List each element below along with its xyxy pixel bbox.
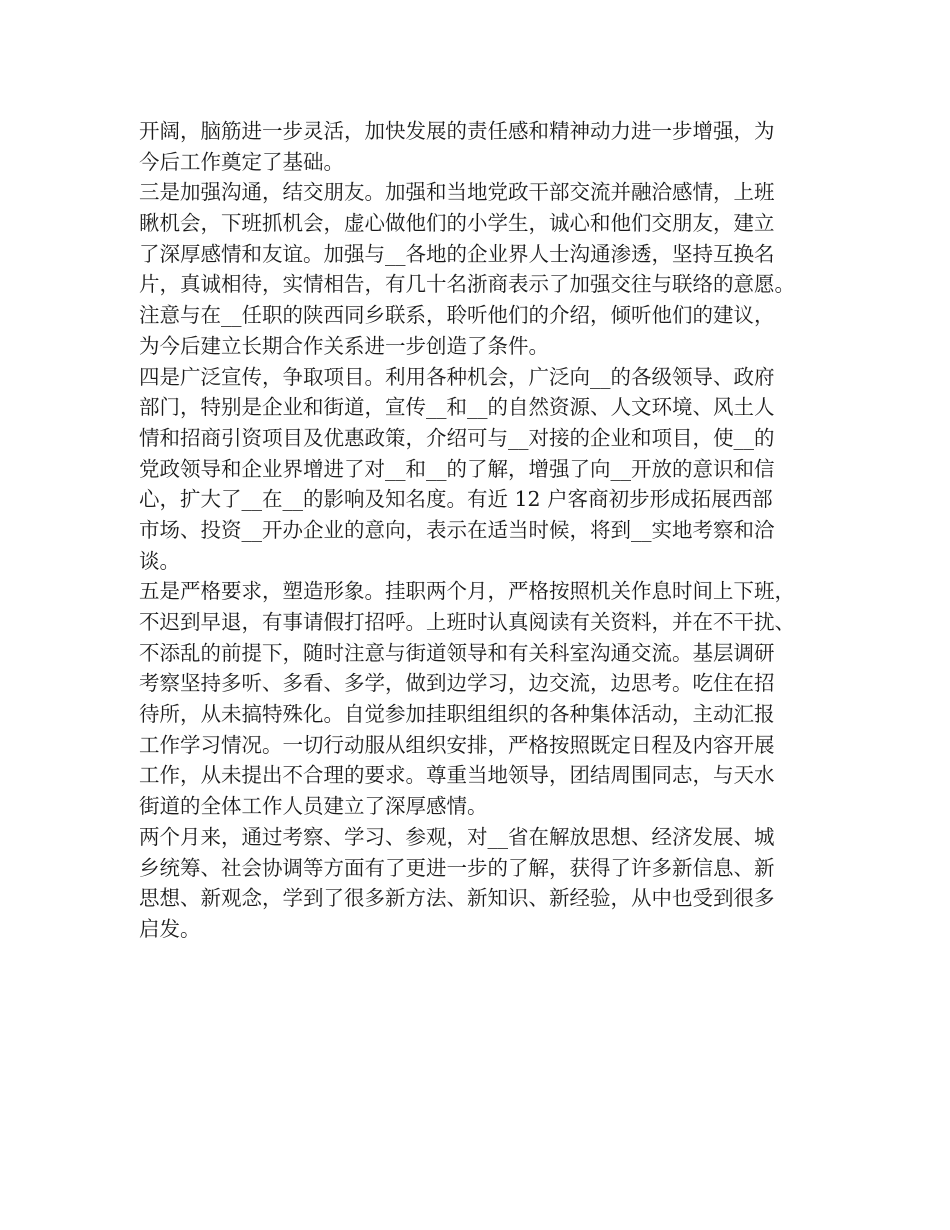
text-line: 工作，从未提出不合理的要求。尊重当地领导，团结周围同志，与天水 [139, 763, 775, 788]
text-line: 部门，特别是企业和街道，宣传__和__的自然资源、人文环境、风土人 [139, 395, 775, 420]
text-line: 为今后建立长期合作关系进一步创造了条件。 [139, 333, 549, 358]
text-line: 开阔，脑筋进一步灵活，加快发展的责任感和精神动力进一步增强，为 [139, 119, 775, 143]
text-line: 瞅机会，下班抓机会，虚心做他们的小学生，诚心和他们交朋友，建立 [139, 211, 775, 236]
text-line: 市场、投资__开办企业的意向，表示在适当时候，将到__实地考察和洽 [139, 517, 775, 542]
text-line: 谈。 [139, 548, 180, 573]
document-body [139, 116, 829, 945]
text-line: 三是加强沟通，结交朋友。加强和当地党政干部交流并融洽感情，上班 [139, 180, 775, 205]
text-line: 注意与在__任职的陕西同乡联系，聆听他们的介绍，倾听他们的建议， [139, 303, 775, 328]
text-line: 思想、新观念，学到了很多新方法、新知识、新经验，从中也受到很多 [139, 886, 775, 911]
text-line: 四是广泛宣传，争取项目。利用各种机会，广泛向__的各级领导、政府 [139, 364, 775, 389]
text-line: 情和招商引资项目及优惠政策，介绍可与__对接的企业和项目，使__的 [139, 425, 775, 450]
text-line: 街道的全体工作人员建立了深厚感情。 [139, 794, 488, 819]
text-line: 心，扩大了__在__的影响及知名度。有近 12 户客商初步形成拓展西部 [139, 487, 773, 512]
text-line: 不迟到早退，有事请假打招呼。上班时认真阅读有关资料，并在不干扰、 [139, 610, 795, 634]
text-line: 五是严格要求，塑造形象。挂职两个月，严格按照机关作息时间上下班， [139, 579, 795, 604]
text-line: 启发。 [139, 916, 201, 941]
text-line: 了深厚感情和友谊。加强与__各地的企业界人士沟通渗透，坚持互换名 [139, 241, 775, 266]
text-line: 工作学习情况。一切行动服从组织安排，严格按照既定日程及内容开展 [139, 732, 775, 757]
text-line: 片，真诚相待，实情相告，有几十名浙商表示了加强交往与联络的意愿。 [139, 272, 795, 297]
text-line: 乡统筹、社会协调等方面有了更进一步的了解，获得了许多新信息、新 [139, 855, 775, 880]
text-line: 考察坚持多听、多看、多学，做到边学习，边交流，边思考。吃住在招 [139, 671, 775, 696]
text-line: 党政领导和企业界增进了对__和__的了解，增强了向__开放的意识和信 [139, 456, 775, 481]
text-line: 不添乱的前提下，随时注意与街道领导和有关科室沟通交流。基层调研 [139, 640, 775, 665]
text-line: 今后工作奠定了基础。 [139, 149, 344, 174]
text-line: 待所，从未搞特殊化。自觉参加挂职组组织的各种集体活动，主动汇报 [139, 702, 775, 727]
text-line: 两个月来，通过考察、学习、参观，对__省在解放思想、经济发展、城 [139, 824, 775, 849]
